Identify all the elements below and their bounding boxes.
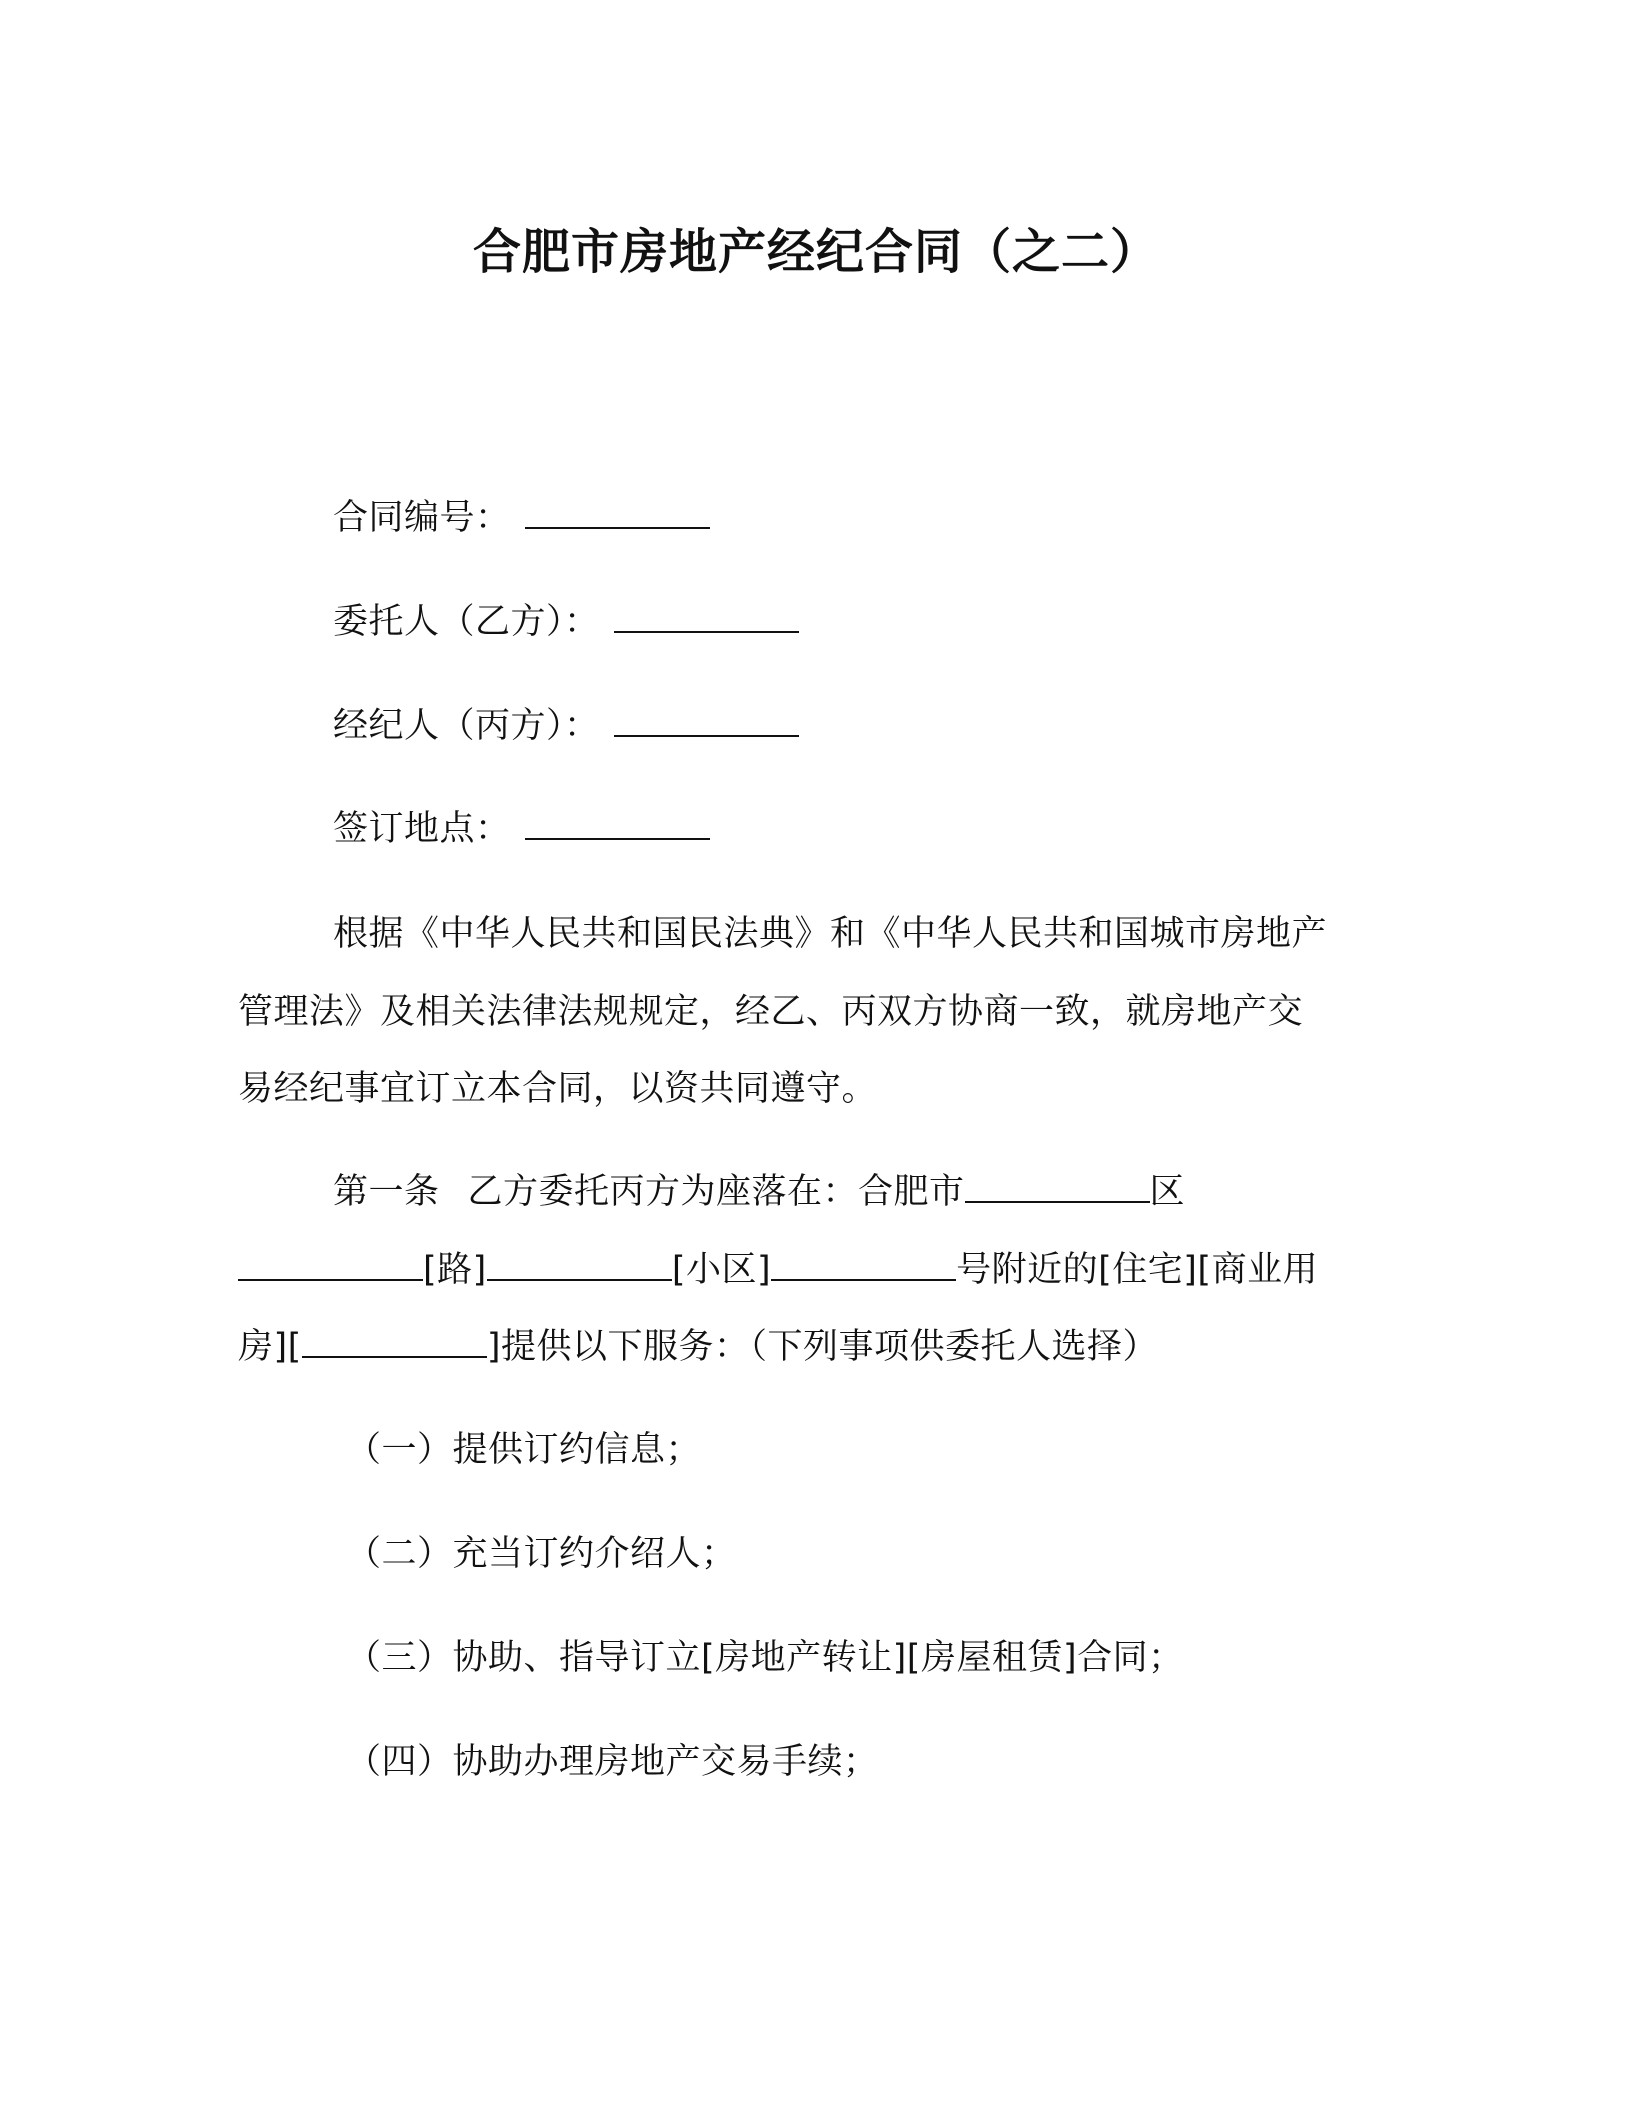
agent-blank xyxy=(614,705,799,737)
article-1-text-a: 乙方委托丙方为座落在：合肥市 xyxy=(467,1172,965,1212)
place-field xyxy=(333,807,710,851)
service-item-3: （三）协助、指导订立[房地产转让][房屋租赁]合同； xyxy=(346,1638,1184,1678)
document-title: 合肥市房地产经纪合同（之二） xyxy=(472,224,1159,280)
district-blank xyxy=(965,1171,1150,1203)
article-1-text-b: 区 xyxy=(1149,1172,1186,1212)
agent-label: 经纪人（丙方）： xyxy=(333,706,600,746)
client-field xyxy=(333,600,799,644)
client-blank xyxy=(614,601,799,633)
service-item-1: （一）提供订约信息； xyxy=(346,1430,702,1470)
article-1-text-e: ]提供以下服务：（下列事项供委托人选择） xyxy=(486,1327,1158,1367)
article-1-line-2 xyxy=(238,1248,1318,1292)
place-label: 签订地点： xyxy=(333,809,511,849)
service-item-4: （四）协助办理房地产交易手续； xyxy=(346,1742,879,1782)
article-1-heading: 第一条 xyxy=(333,1172,440,1212)
article-1-text-d: 房][ xyxy=(238,1327,302,1367)
article-1-line-3 xyxy=(238,1325,1158,1369)
place-blank xyxy=(525,808,710,840)
contract-number-field xyxy=(333,496,710,540)
agent-field xyxy=(333,704,799,748)
client-label: 委托人（乙方）： xyxy=(333,602,600,642)
number-blank xyxy=(771,1249,956,1281)
article-1-road-label: [路] xyxy=(423,1250,487,1290)
road-blank xyxy=(238,1249,423,1281)
contract-number-blank xyxy=(525,497,710,529)
contract-number-label: 合同编号： xyxy=(333,498,511,538)
article-1-text-c: 号附近的[住宅][商业用 xyxy=(956,1250,1319,1290)
preamble-line-3: 易经纪事宜订立本合同，以资共同遵守。 xyxy=(238,1069,878,1109)
service-item-2: （二）充当订约介绍人； xyxy=(346,1534,737,1574)
other-use-blank xyxy=(302,1326,487,1358)
community-blank xyxy=(487,1249,672,1281)
preamble-line-2: 管理法》及相关法律法规规定，经乙、丙双方协商一致，就房地产交 xyxy=(238,992,1304,1032)
preamble-line-1: 根据《中华人民共和国民法典》和《中华人民共和国城市房地产 xyxy=(333,914,1328,954)
article-1-community-label: [小区] xyxy=(671,1250,772,1290)
article-1-line-1 xyxy=(333,1170,1185,1214)
